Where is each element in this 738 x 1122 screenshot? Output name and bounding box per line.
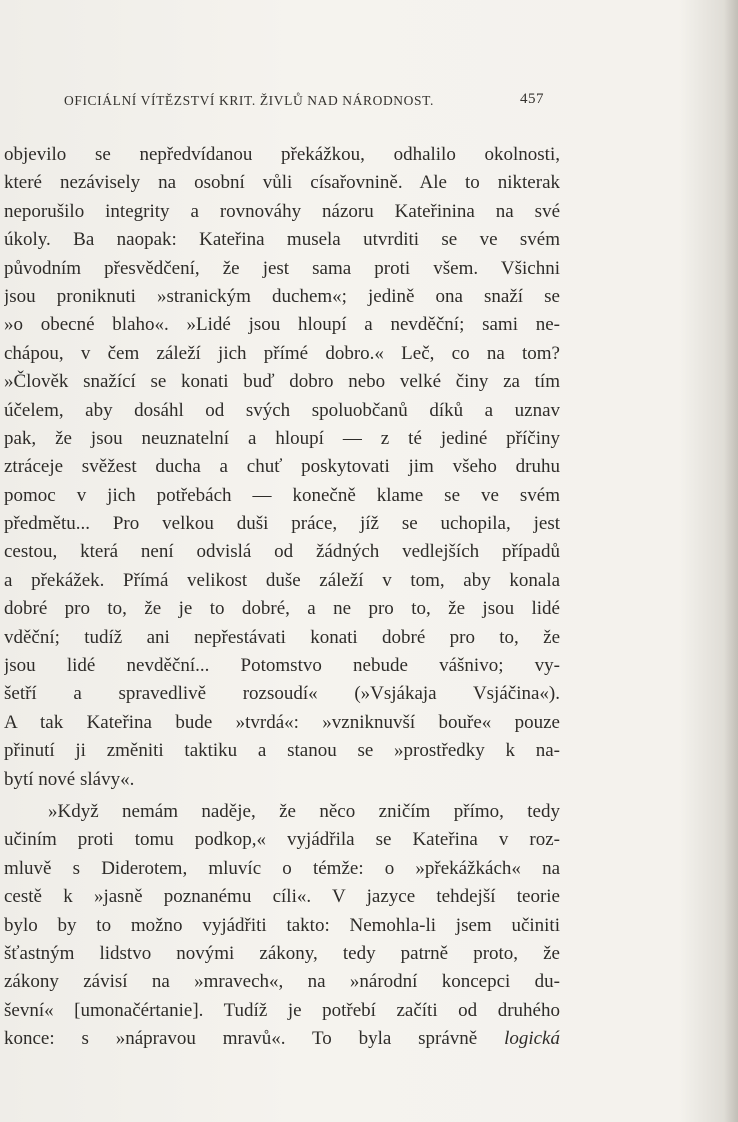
text-line: které nezávisely na osobní vůli císařovnině. Ale to nikterak xyxy=(4,172,560,194)
text-line: A tak Kateřina bude »tvrdá«: »vzniknuvší bouře« pouze xyxy=(4,711,560,733)
text-line: objevilo se nepředvídanou překážkou, odhalilo okolnosti, xyxy=(4,144,560,165)
text-line: jsou lidé nevděční... Potomstvo nebude vášnivo; vy- xyxy=(4,655,560,677)
text-line: zákony závisí na »mravech«, na »národní koncepci du- xyxy=(4,971,560,993)
running-head xyxy=(64,93,544,115)
text-line: »o obecné blaho«. »Lidé jsou hloupí a nevděční; sami ne- xyxy=(4,314,560,336)
text-line: původním přesvědčení, že jest sama proti všem. Všichni xyxy=(4,257,560,279)
text-line: účelem, aby dosáhl od svých spoluobčanů díků a uznav xyxy=(4,399,560,421)
text-line: a překážek. Přímá velikost duše záleží v tom, aby konala xyxy=(4,569,560,591)
text-line: přinutí ji změniti taktiku a stanou se »prostředky k na- xyxy=(4,740,560,762)
final-line-text: konce: s »nápravou mravů«. To byla správně xyxy=(4,1028,478,1050)
body-text xyxy=(4,141,560,1054)
running-head-title: OFICIÁLNÍ VÍTĚZSTVÍ KRIT. ŽIVLŮ NAD NÁRODNOST. xyxy=(64,93,434,108)
text-line: šetří a spravedlivě rozsoudí« (»Vsjákaja Vsjáčina«). xyxy=(4,683,560,705)
text-line: ševní« [umonačértanie]. Tudíž je potřebí začíti od druhého xyxy=(4,999,560,1021)
text-line: pomoc v jich potřebách — konečně klame se ve svém xyxy=(4,484,560,506)
page-number: 457 xyxy=(520,91,544,107)
text-line: předmětu... Pro velkou duši práce, jíž se uchopila, jest xyxy=(4,513,560,535)
text-line-paragraph-start: »Když nemám naděje, že něco zničím přímo, tedy xyxy=(48,800,560,822)
page-edge-shadow xyxy=(724,0,738,1122)
text-line: vděční; tudíž ani nepřestávati konati dobré pro to, že xyxy=(4,626,560,648)
text-line: neporušilo integrity a rovnováhy názoru Kateřinina na své xyxy=(4,200,560,222)
text-line: jsou proniknuti »stranickým duchem«; jedině ona snaží se xyxy=(4,285,560,307)
text-line: úkoly. Ba naopak: Kateřina musela utvrditi se ve svém xyxy=(4,229,560,251)
text-line: cestě k »jasně poznanému cíli«. V jazyce tehdejší teorie xyxy=(4,886,560,908)
final-line-italic-word: logická xyxy=(504,1028,560,1050)
text-line: pak, že jsou neuznatelní a hloupí — z té jediné příčiny xyxy=(4,427,560,449)
text-line: šťastným lidstvo novými zákony, tedy patrně proto, že xyxy=(4,942,560,964)
text-line-paragraph-end: bytí nové slávy«. xyxy=(4,768,135,790)
text-line: ztráceje svěžest ducha a chuť poskytovati jim všeho druhu xyxy=(4,456,560,478)
text-line: dobré pro to, že je to dobré, a ne pro to, že jsou lidé xyxy=(4,598,560,620)
text-line: mluvě s Diderotem, mluvíc o témže: o »překážkách« na xyxy=(4,857,560,879)
text-line: bylo by to možno vyjádřiti takto: Nemohla-li jsem učiniti xyxy=(4,914,560,936)
text-line: »Člověk snažící se konati buď dobro nebo velké činy za tím xyxy=(4,371,560,393)
text-line-final xyxy=(4,1025,560,1053)
text-line: cestou, která není odvislá od žádných vedlejších případů xyxy=(4,541,560,563)
text-line: chápou, v čem záleží jich přímé dobro.« Leč, co na tom? xyxy=(4,342,560,364)
text-line: učiním proti tomu podkop,« vyjádřila se Kateřina v roz- xyxy=(4,829,560,851)
